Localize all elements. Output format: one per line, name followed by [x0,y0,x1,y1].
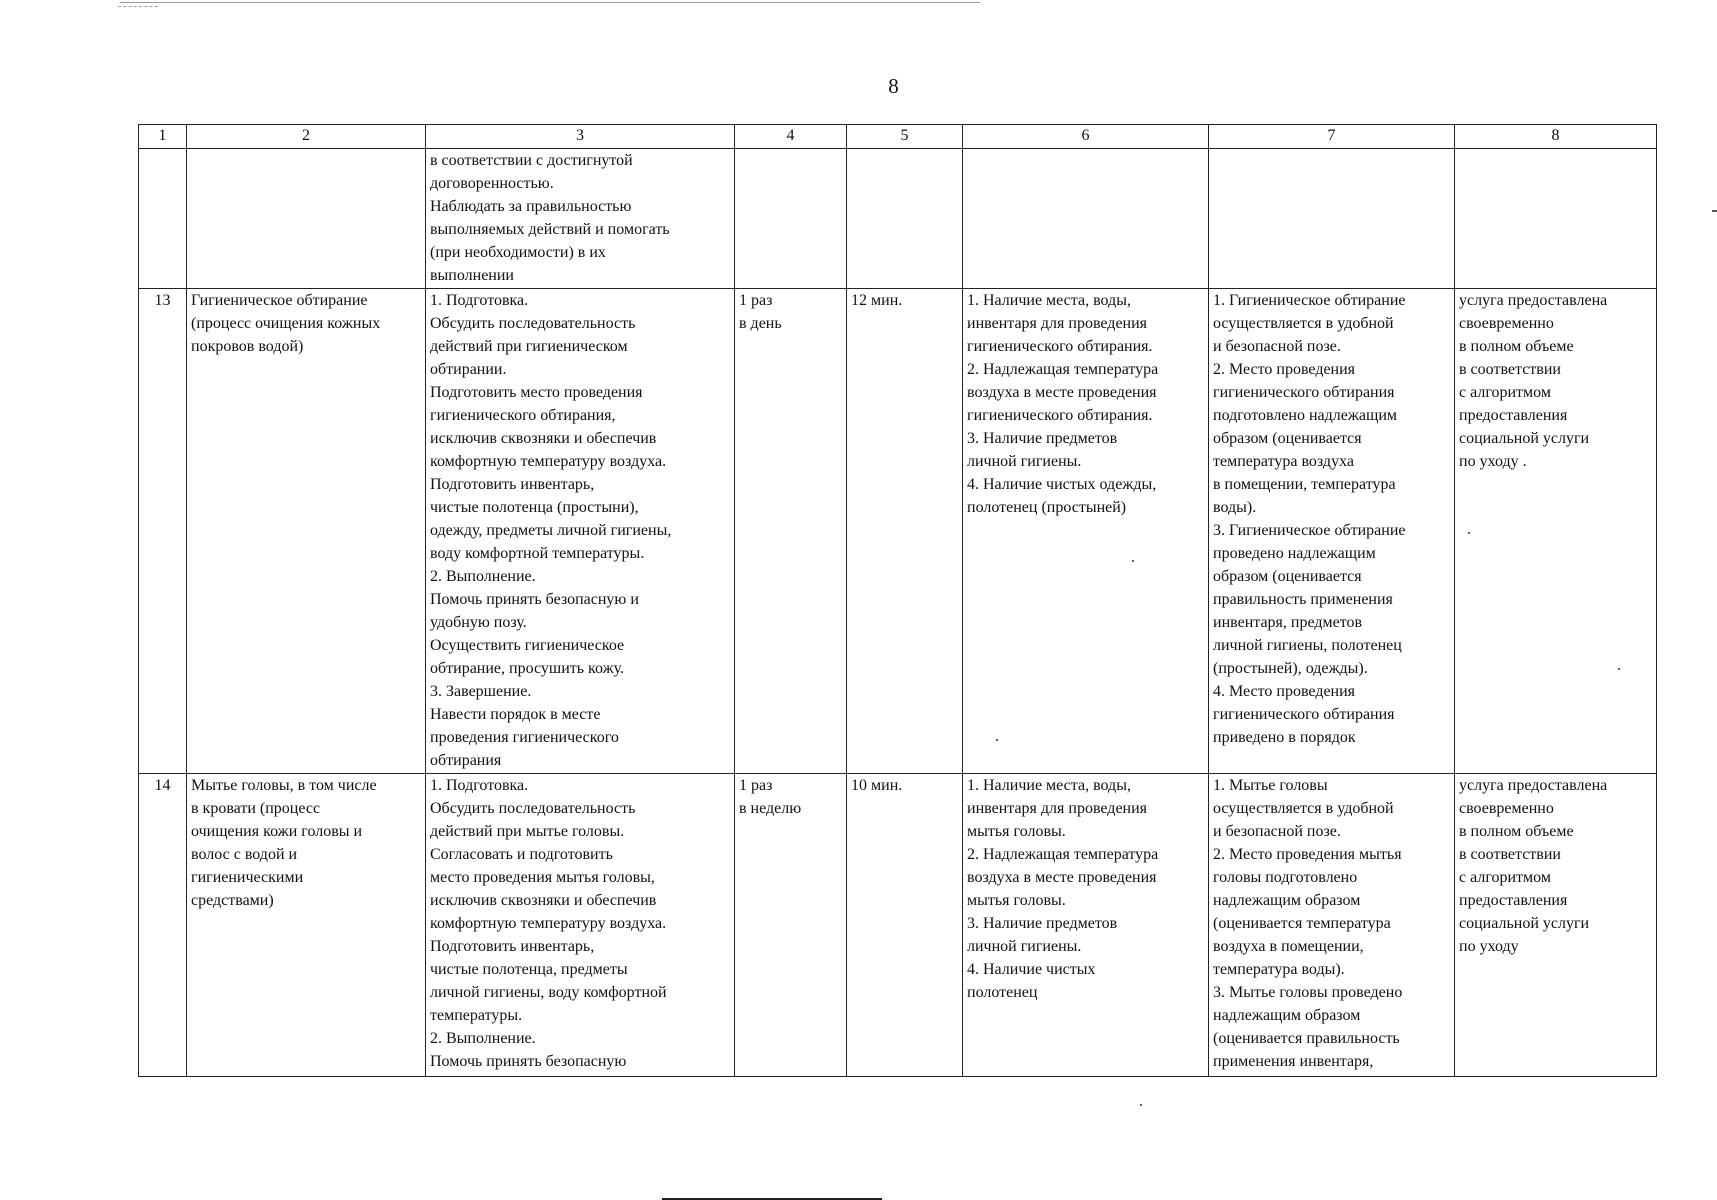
cell-text-line: 12 мин. [851,292,903,309]
cell-text-line: в соответствии [1459,361,1561,378]
cell-text-line: 1. Подготовка. [430,292,529,309]
cell-text-line: личной гигиены, воду комфортной [430,984,667,1001]
cell-text-line: и безопасной позе. [1213,338,1341,355]
number-cell [139,774,187,1077]
cell-text-line: предоставления [1459,407,1568,424]
column-header: 7 [1209,125,1455,149]
cell-text-line: воздуха в месте проведения [967,384,1157,401]
cell-text-line: 3. Наличие предметов [967,915,1118,932]
cell-text-line: средствами) [191,892,274,909]
number-cell [139,149,187,289]
cell-text-line: гигиенического обтирания. [967,407,1153,424]
cell-text-line: исключив сквозняки и обеспечив [430,892,657,909]
header-rule-dashed [118,6,158,7]
cell-text-line: (процесс очищения кожных [191,315,381,332]
cell-text-line: очищения кожи головы и [191,823,363,840]
cell-text-line: Обсудить последовательность [430,315,636,332]
number-cell [139,289,187,774]
result-cell [1455,774,1657,1077]
result-cell [1455,149,1657,289]
cell-text-line: 1. Гигиеническое обтирание [1213,292,1406,309]
cell-text-line: (простыней), одежды). [1213,660,1368,677]
table-row [139,149,1657,289]
scan-speck [1468,532,1470,534]
cell-text-line: в полном объеме [1459,823,1574,840]
cell-text-line: одежду, предметы личной гигиены, [430,522,672,539]
cell-text-line: в полном объеме [1459,338,1574,355]
cell-text-line: инвентаря, предметов [1213,614,1363,631]
cell-text-line: Гигиеническое обтирание [191,292,368,309]
procedure-cell [426,289,735,774]
cell-text-line: чистые полотенца, предметы [430,961,628,978]
cell-text-line: 3. Завершение. [430,683,532,700]
service-name-cell [187,774,426,1077]
service-name-cell [187,289,426,774]
column-header: 5 [847,125,963,149]
column-header: 6 [963,125,1209,149]
cell-text-line: своевременно [1459,315,1554,332]
cell-text-line: личной гигиены. [967,453,1082,470]
cell-text-line: комфортную температуру воздуха. [430,915,667,932]
result-cell [1455,289,1657,774]
cell-text-line: температура воздуха [1213,453,1354,470]
cell-text-line: действий при мытье головы. [430,823,625,840]
cell-text-line: покровов водой) [191,338,304,355]
cell-text-line: исключив сквозняки и обеспечив [430,430,657,447]
cell-text-line: полотенец (простыней) [967,499,1127,516]
cell-text-line: предоставления [1459,892,1568,909]
quality-criteria-cell [1209,289,1455,774]
cell-text-line: осуществляется в удобной [1213,800,1394,817]
cell-text-line: проведено надлежащим [1213,545,1376,562]
cell-text-line: надлежащим образом [1213,1007,1361,1024]
cell-text-line: мытья головы. [967,823,1066,840]
cell-text-line: 2. Место проведения мытья [1213,846,1402,863]
cell-text-line: своевременно [1459,800,1554,817]
cell-text-line: Мытье головы, в том числе [191,777,377,794]
procedure-cell [426,149,735,289]
cell-text-line: 4. Место проведения [1213,683,1356,700]
table-body [139,149,1657,1077]
header-rule [120,2,980,3]
cell-text-line: в помещении, температура [1213,476,1396,493]
cell-text-line: 1. Подготовка. [430,777,529,794]
cell-text-line: осуществляется в удобной [1213,315,1394,332]
cell-text-line: 4. Наличие чистых одежды, [967,476,1157,493]
cell-text-line: гигиеническими [191,869,304,886]
cell-text-line: приведено в порядок [1213,729,1356,746]
cell-text-line: Навести порядок в месте [430,706,601,723]
service-name-cell [187,149,426,289]
cell-text-line: гигиенического обтирания [1213,384,1395,401]
scan-speck [1132,560,1134,562]
duration-cell [847,149,963,289]
cell-text-line: личной гигиены. [967,938,1082,955]
cell-text-line: воду комфортной температуры. [430,545,645,562]
cell-text-line: 13 [154,292,171,309]
cell-text-line: 2. Выполнение. [430,1030,536,1047]
cell-text-line: в соответствии [1459,846,1561,863]
cell-text-line: по уходу . [1459,453,1527,470]
cell-text-line: место проведения мытья головы, [430,869,655,886]
cell-text-line: Подготовить инвентарь, [430,476,595,493]
cell-text-line: выполнении [430,267,514,284]
column-header: 2 [187,125,426,149]
cell-text-line: в соответствии с достигнутой [430,152,633,169]
cell-text-line: Помочь принять безопасную и [430,591,639,608]
cell-text-line: 1. Наличие места, воды, [967,292,1131,309]
cell-text-line: в кровати (процесс [191,800,321,817]
services-table [138,124,1657,1077]
cell-text-line: температуры. [430,1007,523,1024]
cell-text-line: 1. Мытье головы [1213,777,1328,794]
margin-mark [1712,210,1717,212]
cell-text-line: проведения гигиенического [430,729,619,746]
cell-text-line: и безопасной позе. [1213,823,1341,840]
cell-text-line: воздуха в месте проведения [967,869,1157,886]
cell-text-line: в неделю [739,800,802,817]
cell-text-line: 14 [154,777,171,794]
column-header: 4 [735,125,847,149]
cell-text-line: 4. Наличие чистых [967,961,1096,978]
quality-criteria-cell [1209,149,1455,289]
scan-speck [1140,1104,1142,1106]
cell-text-line: инвентаря для проведения [967,800,1148,817]
cell-text-line: Осуществить гигиеническое [430,637,625,654]
cell-text-line: Подготовить инвентарь, [430,938,595,955]
conditions-cell [963,289,1209,774]
conditions-cell [963,774,1209,1077]
quality-criteria-cell [1209,774,1455,1077]
cell-text-line: Наблюдать за правильностью [430,198,632,215]
cell-text-line: обтирании. [430,361,507,378]
cell-text-line: Обсудить последовательность [430,800,636,817]
cell-text-line: головы подготовлено [1213,869,1358,886]
cell-text-line: с алгоритмом [1459,384,1551,401]
table-row [139,774,1657,1077]
duration-cell [847,774,963,1077]
cell-text-line: применения инвентаря, [1213,1053,1374,1070]
cell-text-line: Согласовать и подготовить [430,846,613,863]
cell-text-line: образом (оценивается [1213,568,1362,585]
cell-text-line: гигиенического обтирания [1213,706,1395,723]
cell-text-line: гигиенического обтирания. [967,338,1153,355]
cell-text-line: договоренностью. [430,175,554,192]
cell-text-line: услуга предоставлена [1459,777,1608,794]
scan-speck [996,739,998,741]
cell-text-line: 3. Наличие предметов [967,430,1118,447]
cell-text-line: чистые полотенца (простыни), [430,499,639,516]
cell-text-line: 1. Наличие места, воды, [967,777,1131,794]
cell-text-line: 3. Гигиеническое обтирание [1213,522,1406,539]
cell-text-line: 2. Надлежащая температура [967,361,1159,378]
cell-text-line: обтирания [430,752,502,769]
cell-text-line: подготовлено надлежащим [1213,407,1398,424]
cell-text-line: личной гигиены, полотенец [1213,637,1402,654]
column-header: 3 [426,125,735,149]
cell-text-line: в день [739,315,782,332]
cell-text-line: гигиенического обтирания, [430,407,616,424]
cell-text-line: социальной услуги [1459,915,1590,932]
cell-text-line: 1 раз [739,292,773,309]
cell-text-line: инвентаря для проведения [967,315,1148,332]
cell-text-line: температура воды). [1213,961,1345,978]
table-row [139,289,1657,774]
cell-text-line: социальной услуги [1459,430,1590,447]
frequency-cell [735,774,847,1077]
cell-text-line: Помочь принять безопасную [430,1053,627,1070]
conditions-cell [963,149,1209,289]
cell-text-line: надлежащим образом [1213,892,1361,909]
cell-text-line: (оценивается температура [1213,915,1391,932]
frequency-cell [735,149,847,289]
cell-text-line: 1 раз [739,777,773,794]
header-row [139,125,1657,149]
cell-text-line: (оценивается правильность [1213,1030,1400,1047]
cell-text-line: мытья головы. [967,892,1066,909]
cell-text-line: выполняемых действий и помогать [430,221,670,238]
cell-text-line: правильность применения [1213,591,1393,608]
scan-speck [1618,668,1620,670]
frequency-cell [735,289,847,774]
cell-text-line: по уходу [1459,938,1519,955]
cell-text-line: удобную позу. [430,614,527,631]
cell-text-line: волос с водой и [191,846,298,863]
cell-text-line: (при необходимости) в их [430,244,606,261]
cell-text-line: воды). [1213,499,1257,516]
cell-text-line: Подготовить место проведения [430,384,643,401]
cell-text-line: услуга предоставлена [1459,292,1608,309]
cell-text-line: воздуха в помещении, [1213,938,1364,955]
column-header: 1 [139,125,187,149]
procedure-cell [426,774,735,1077]
page-number: 8 [888,74,899,98]
cell-text-line: с алгоритмом [1459,869,1551,886]
cell-text-line: действий при гигиеническом [430,338,628,355]
column-header: 8 [1455,125,1657,149]
duration-cell [847,289,963,774]
cell-text-line: 10 мин. [851,777,903,794]
cell-text-line: комфортную температуру воздуха. [430,453,667,470]
cell-text-line: образом (оценивается [1213,430,1362,447]
cell-text-line: 2. Место проведения [1213,361,1356,378]
cell-text-line: 3. Мытье головы проведено [1213,984,1403,1001]
cell-text-line: обтирание, просушить кожу. [430,660,625,677]
cell-text-line: 2. Надлежащая температура [967,846,1159,863]
cell-text-line: полотенец [967,984,1038,1001]
cell-text-line: 2. Выполнение. [430,568,536,585]
